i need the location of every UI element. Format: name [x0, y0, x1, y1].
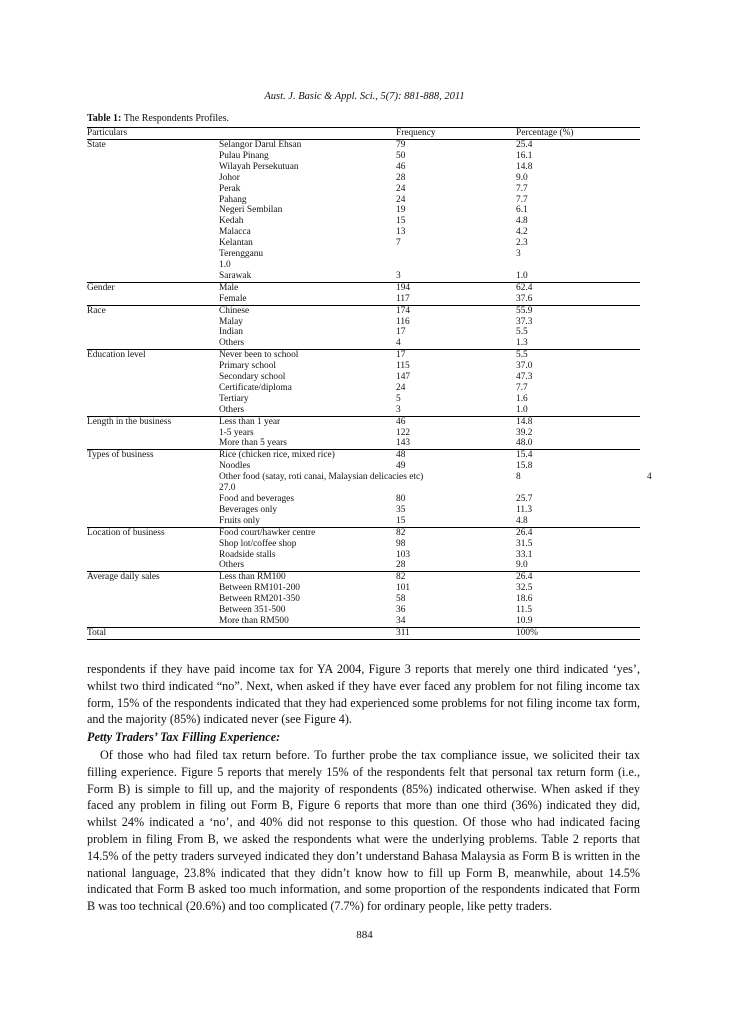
table-row	[87, 605, 640, 616]
item-cell: Malacca	[219, 227, 251, 238]
group-label	[87, 461, 219, 472]
group-label: Length in the business	[87, 416, 219, 427]
group-label	[87, 560, 219, 571]
percentage-cell: 37.6	[516, 293, 533, 304]
frequency-cell: 17	[396, 327, 406, 338]
item-cell: Fruits only	[219, 515, 260, 526]
percentage-cell: 10.9	[516, 615, 533, 626]
percentage-cell: 48.0	[516, 438, 533, 449]
frequency-cell: 117	[396, 293, 410, 304]
item-cell: Female	[219, 293, 247, 304]
frequency-cell: 46	[396, 161, 406, 172]
group-label	[87, 151, 219, 162]
table-row	[87, 140, 640, 151]
group-label	[87, 405, 219, 416]
group-label	[87, 249, 219, 260]
table-row	[87, 162, 640, 173]
percentage-cell: 55.9	[516, 305, 640, 316]
percentage-cell: 32.5	[516, 583, 533, 594]
table-row	[87, 560, 640, 571]
item-cell: Johor	[219, 172, 240, 183]
item-cell: 1-5 years	[219, 427, 254, 438]
item-cell: Rice (chicken rice, mixed rice)	[219, 450, 396, 461]
table-header-row	[87, 128, 640, 140]
table-row	[87, 184, 640, 195]
table-row	[87, 327, 640, 338]
table-row	[87, 305, 640, 316]
item-cell: Kelantan	[219, 238, 253, 249]
frequency-cell: 49	[396, 461, 406, 472]
frequency-cell: 194	[396, 282, 516, 293]
table-row	[87, 317, 640, 328]
frequency-cell: 147	[396, 372, 411, 383]
frequency-cell: 3	[396, 404, 401, 415]
table-body	[87, 140, 652, 640]
item-cell: Others	[219, 404, 244, 415]
group-label	[87, 238, 219, 249]
frequency-cell: 3	[396, 270, 401, 281]
percentage-cell: 18.6	[516, 594, 533, 605]
frequency-cell: 4	[396, 338, 401, 349]
percentage-cell: 1.0	[516, 404, 528, 415]
percentage-cell: 1.0	[516, 270, 528, 281]
item-cell: Terengganu	[219, 249, 264, 260]
col-header-particulars: Particulars	[87, 128, 128, 138]
table-row	[87, 383, 640, 394]
total-frequency: 311	[396, 627, 516, 639]
table-row	[87, 151, 640, 162]
item-cell: Indian	[219, 327, 243, 338]
frequency-cell: 35	[396, 504, 406, 515]
percentage-cell	[516, 472, 652, 483]
item-cell: Food and beverages	[219, 494, 294, 504]
percentage-cell: 1.6	[516, 393, 528, 404]
frequency-cell	[396, 260, 516, 271]
frequency-cell: 101	[396, 583, 411, 594]
group-label: Race	[87, 305, 219, 316]
table-row	[87, 282, 640, 293]
percentage-cell	[516, 483, 640, 494]
group-label	[87, 483, 219, 494]
group-label	[87, 394, 219, 405]
table-caption-text: The Respondents Profiles.	[123, 113, 229, 124]
item-cell: Between RM101-200	[219, 583, 300, 594]
frequency-cell: 143	[396, 438, 411, 449]
item-cell: Roadside stalls	[219, 549, 276, 560]
percentage-cell: 16.1	[516, 150, 533, 161]
group-label: Location of business	[87, 527, 219, 538]
frequency-cell: 28	[396, 560, 406, 571]
item-cell: Between RM201-350	[219, 594, 300, 605]
item-cell: Never been to school	[219, 350, 396, 361]
group-label	[87, 516, 219, 527]
group-label	[87, 383, 219, 394]
item-cell: Others	[219, 560, 244, 571]
table-row	[87, 494, 640, 505]
frequency-cell: 36	[396, 605, 406, 616]
table-row	[87, 428, 640, 439]
group-label	[87, 227, 219, 238]
total-row	[87, 627, 640, 639]
percentage-cell: 2.3	[516, 238, 528, 249]
item-cell: Sarawak	[219, 270, 252, 281]
table-row	[87, 195, 640, 206]
frequency-cell: 82	[396, 527, 516, 538]
percentage-cell: 15.8	[516, 461, 533, 472]
col-header-frequency: Frequency	[396, 128, 436, 138]
percentage-cell: 31.5	[516, 538, 533, 549]
frequency-cell: 24	[396, 382, 406, 393]
item-cell: Kedah	[219, 216, 244, 227]
group-label	[87, 494, 219, 505]
frequency-cell: 15	[396, 216, 406, 227]
percentage-cell: 11.5	[516, 605, 533, 616]
group-label	[87, 428, 219, 439]
percentage-cell: 14.8	[516, 416, 640, 427]
table-caption	[87, 113, 640, 124]
group-label	[87, 294, 219, 305]
item-cell: Secondary school	[219, 372, 286, 383]
group-label: Education level	[87, 350, 219, 361]
table-row	[87, 249, 640, 260]
section-heading: Petty Traders’ Tax Filling Experience:	[87, 730, 281, 744]
paragraph-1: respondents if they have paid income tax for YA 2004, Figure 3 reports that merely one third indicated ‘yes’, whilst two third indicated “no”. Next, when asked if they have ever faced any problem for not filing income tax form, 15% of the respondents indicated that they had experienced some problems for not filing income tax form, and the majority (85%) indicated never (see Figure 4).	[87, 662, 640, 727]
group-label	[87, 216, 219, 227]
table-row	[87, 438, 640, 449]
group-label	[87, 594, 219, 605]
item-cell: Primary school	[219, 361, 277, 372]
table-row	[87, 271, 640, 282]
percentage-cell: 37.0	[516, 361, 533, 372]
frequency-cell: 13	[396, 227, 406, 238]
group-label	[87, 205, 219, 216]
item-cell: Beverages only	[219, 504, 278, 515]
frequency-cell: 115	[396, 361, 410, 372]
percentage-cell: 7.7	[516, 183, 528, 194]
group-label	[87, 505, 219, 516]
percentage-cell: 26.4	[516, 572, 640, 583]
frequency-cell: 122	[396, 427, 411, 438]
item-cell: Perak	[219, 183, 241, 194]
page-number: 884	[356, 929, 373, 941]
frequency-cell: 103	[396, 549, 411, 560]
item-cell: More than RM500	[219, 615, 289, 626]
percentage-cell: 9.0	[516, 560, 528, 571]
percentage-cell: 47.3	[516, 372, 533, 383]
percentage-cell: 33.1	[516, 549, 533, 560]
table-row	[87, 450, 640, 461]
table-row	[87, 594, 640, 605]
frequency-cell: 24	[396, 194, 406, 205]
group-label	[87, 195, 219, 206]
group-label	[87, 327, 219, 338]
percentage-cell: 7.7	[516, 194, 528, 205]
item-cell: Other food (satay, roti canai, Malaysian delicacies etc)	[219, 472, 424, 483]
item-cell: Noodles	[219, 461, 251, 472]
item-cell: Food court/hawker centre	[219, 527, 396, 538]
table-row	[87, 216, 640, 227]
percentage-cell: 5.5	[516, 350, 640, 361]
table-row	[87, 416, 640, 427]
percentage-cell: 62.4	[516, 282, 640, 293]
table-row	[87, 616, 640, 627]
group-label	[87, 317, 219, 328]
frequency-cell: 79	[396, 140, 516, 151]
frequency-cell: 50	[396, 150, 406, 161]
table-row	[87, 550, 640, 561]
frequency-cell: 58	[396, 594, 406, 605]
group-label	[87, 472, 219, 483]
group-label	[87, 539, 219, 550]
table-row	[87, 394, 640, 405]
table-row	[87, 516, 640, 527]
item-cell: Selangor Darul Ehsan	[219, 140, 396, 151]
percentage-cell: 6.1	[516, 205, 528, 216]
group-label: Types of business	[87, 450, 219, 461]
group-label	[87, 605, 219, 616]
total-item	[219, 627, 396, 639]
table-row	[87, 405, 640, 416]
percentage-cell: 4.8	[516, 216, 528, 227]
group-label: Average daily sales	[87, 572, 219, 583]
item-cell: 27.0	[219, 483, 236, 494]
frequency-cell: 7	[396, 238, 401, 249]
total-label: Total	[87, 627, 219, 639]
table-row	[87, 372, 640, 383]
item-cell: Pahang	[219, 194, 247, 205]
percentage-cell: 4.2	[516, 227, 528, 238]
frequency-cell: 28	[396, 172, 406, 183]
percentage-cell: 39.2	[516, 427, 533, 438]
table-row	[87, 205, 640, 216]
table-row	[87, 361, 640, 372]
table-row	[87, 260, 640, 271]
item-cell: Less than 1 year	[219, 416, 396, 427]
table-1	[87, 113, 652, 640]
frequency-cell: 174	[396, 305, 516, 316]
group-label	[87, 616, 219, 627]
item-cell: Tertiary	[219, 393, 249, 404]
group-label	[87, 271, 219, 282]
percentage-cell: 7.7	[516, 382, 528, 393]
frequency-cell: 46	[396, 416, 516, 427]
col-header-item	[219, 128, 396, 140]
item-cell: Malay	[219, 316, 243, 327]
col-header-percentage: Percentage (%)	[516, 128, 574, 138]
table-row	[87, 505, 640, 516]
frequency-cell: 116	[396, 316, 410, 327]
percentage-cell: 9.0	[516, 172, 528, 183]
group-label	[87, 260, 219, 271]
frequency-cell: 34	[396, 615, 406, 626]
item-cell: Less than RM100	[219, 572, 396, 583]
item-cell: Certificate/diploma	[219, 382, 292, 393]
table-row	[87, 461, 640, 472]
group-label	[87, 438, 219, 449]
frequency-cell: 82	[396, 572, 516, 583]
percentage-value: 8	[516, 472, 521, 483]
percentage-cell: 26.4	[516, 527, 640, 538]
item-cell: Shop lot/coffee shop	[219, 538, 297, 549]
frequency-cell: 5	[396, 393, 401, 404]
group-label	[87, 184, 219, 195]
group-label	[87, 372, 219, 383]
table-row	[87, 483, 640, 494]
percentage-cell: 4.8	[516, 515, 528, 526]
table-row	[87, 572, 640, 583]
frequency-cell: 48	[396, 450, 516, 461]
group-label: Gender	[87, 282, 219, 293]
percentage-cell: 11.3	[516, 504, 533, 515]
frequency-cell: 19	[396, 205, 406, 216]
frequency-cell	[396, 483, 516, 494]
table-row	[87, 527, 640, 538]
total-percentage: 100%	[516, 627, 640, 639]
table-row	[87, 539, 640, 550]
percentage-cell: 1.3	[516, 338, 528, 349]
percentage-cell: 37.3	[516, 316, 533, 327]
table-row	[87, 173, 640, 184]
table-row	[87, 294, 640, 305]
group-label	[87, 173, 219, 184]
frequency-cell	[396, 249, 516, 260]
paragraph-2: Of those who had filed tax return before. To further probe the tax compliance issue, we solicited their tax filling experience. Figure 5 reports that merely 15% of the respondents felt that personal tax return form (i.e., Form B) is simple to fill up, and the majority of respondents (85%) indicated otherwise. When asked if they faced any problem in filing out Form B, Figure 6 reports that more than one third (36%) indicated they did, whilst 24% indicated a ‘no’, and 40% did not response to this question. Of those who had indicated facing problem in filing From B, we asked the respondents what were the underlying problems. Table 2 reports that 14.5% of the petty traders surveyed indicated they don’t understand Bahasa Malaysia as Form B is written in the national language, 23.8% indicated that they didn’t know how to fill up Form B, meanwhile, about 14.5% indicated that Form B asked too much information, and some proportion of the respondents indicated that Form B was too technical (20.6%) and too complicated (7.7%) for ordinary people, like petty traders.	[87, 748, 640, 914]
frequency-cell: 24	[396, 183, 406, 194]
percentage-cell: 15.4	[516, 450, 640, 461]
frequency-cell: 17	[396, 350, 516, 361]
item-cell: Negeri Sembilan	[219, 205, 283, 216]
item-cell: 1.0	[219, 259, 231, 270]
item-cell: More than 5 years	[219, 438, 287, 449]
percentage-cell	[516, 260, 640, 271]
group-label	[87, 583, 219, 594]
percentage-cell: 14.8	[516, 161, 533, 172]
percentage-cell: 25.7	[516, 494, 533, 504]
table-row	[87, 350, 640, 361]
table-row	[87, 238, 640, 249]
item-cell: Between 351-500	[219, 605, 286, 616]
group-label	[87, 162, 219, 173]
group-label	[87, 338, 219, 349]
frequency-cell: 15	[396, 515, 406, 526]
respondents-profile-table	[87, 127, 652, 640]
percentage-cell: 5.5	[516, 327, 528, 338]
item-cell: Others	[219, 338, 244, 349]
table-row	[87, 472, 640, 483]
frequency-cell: 98	[396, 538, 406, 549]
item-cell: Pulau Pinang	[219, 150, 269, 161]
group-label	[87, 361, 219, 372]
item-cell: Male	[219, 282, 396, 293]
table-caption-label: Table 1:	[87, 113, 122, 124]
item-cell: Wilayah Persekutuan	[219, 161, 299, 172]
running-header: Aust. J. Basic & Appl. Sci., 5(7): 881-888, 2011	[264, 91, 465, 102]
percentage-cell: 3	[516, 249, 521, 260]
group-label: State	[87, 140, 219, 151]
percentage-cell: 25.4	[516, 140, 640, 151]
group-label	[87, 550, 219, 561]
table-row	[87, 583, 640, 594]
frequency-cell: 80	[396, 494, 406, 504]
stray-digit: 4	[647, 472, 652, 483]
table-row	[87, 227, 640, 238]
item-cell: Chinese	[219, 305, 396, 316]
table-row	[87, 338, 640, 349]
